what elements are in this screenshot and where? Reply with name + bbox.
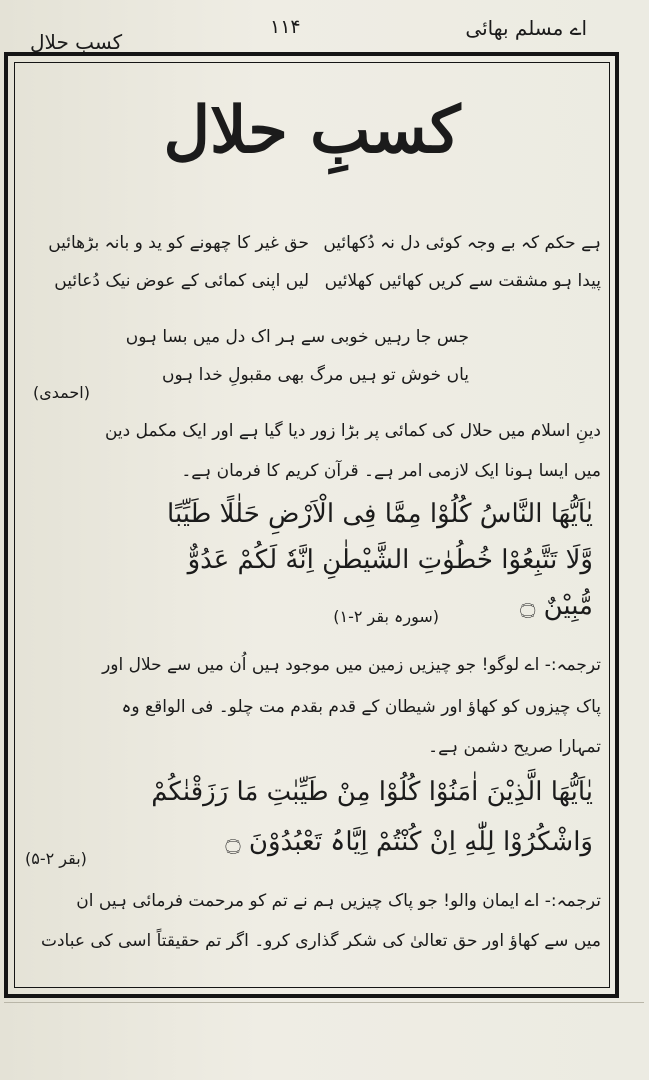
header-chapter-title: کسبِ حلال — [30, 30, 123, 54]
poem-line: یاں خوش تو ہیں مرگ بھی مقبولِ خدا ہوں — [161, 365, 469, 385]
verse-line: وَاشْکُرُوْا لِلّٰهِ اِنْ کُنْتُمْ اِیَّاہُ تَعْبُدُوْنَ ۝ — [225, 827, 593, 857]
page-number: ۱۱۴ — [270, 16, 301, 38]
poem-line: پیدا ہو مشقت سے کریں کھائیں کھلائیں — [324, 271, 601, 291]
verse-line: مُّبِیْنٌ ۝ — [520, 591, 593, 621]
paragraph-line: دینِ اسلام میں حلال کی کمائی پر بڑا زور دیا گیا ہے اور ایک مکمل دین — [104, 421, 601, 441]
header-book-title: اے مسلم بھائی — [465, 16, 587, 40]
poem-line: جس جا رہیں خوبی سے ہر اک دل میں بسا ہوں — [125, 327, 469, 347]
poem-line: لیں اپنی کمائی کے عوض نیک دُعائیں — [54, 271, 309, 291]
translation-line: پاک چیزوں کو کھاؤ اور شیطان کے قدم بقدم مت چلو۔ فی الواقع وہ — [121, 697, 601, 717]
poet-signature: (احمدی) — [33, 383, 90, 402]
paragraph-line: میں ایسا ہونا ایک لازمی امر ہے۔ قرآن کریم کا فرمان ہے۔ — [181, 461, 601, 481]
poem-line: حق غیر کا چھونے کو ید و بانہ بڑھائیں — [48, 233, 309, 253]
running-header — [0, 8, 649, 54]
poem-line: ہے حکم کہ بے وجہ کوئی دل نہ دُکھائیں — [323, 233, 601, 253]
translation-line: ترجمہ:- اے ایمان والو! جو پاک چیزیں ہم نے تم کو مرحمت فرمائی ہیں ان — [76, 891, 601, 911]
verse-line: یٰاَیُّھَا النَّاسُ کُلُوْا مِمَّا فِی الْاَرْضِ حَلٰلًا طَیِّبًا — [167, 499, 593, 529]
page-edge-rule — [4, 1002, 644, 1003]
verse-reference: (بقر ۲-۵) — [25, 849, 87, 868]
translation-line: تمہارا صریح دشمن ہے۔ — [428, 737, 601, 757]
page-title: کسبِ حلال — [163, 93, 461, 168]
translation-line: ترجمہ:- اے لوگو! جو چیزیں زمین میں موجود ہیں اُن میں سے حلال اور — [102, 655, 601, 675]
content-frame — [14, 62, 610, 988]
verse-reference: (سورہ بقر ۲-۱) — [333, 607, 439, 626]
verse-line: وَّلَا تَتَّبِعُوْا خُطُوٰتِ الشَّیْطٰنِ اِنَّهٗ لَکُمْ عَدُوٌّ — [187, 545, 593, 575]
translation-line: میں سے کھاؤ اور حق تعالیٰ کی شکر گذاری کرو۔ اگر تم حقیقتاً اسی کی عبادت — [40, 931, 601, 951]
verse-line: یٰاَیُّھَا الَّذِیْنَ اٰمَنُوْا کُلُوْا مِنْ طَیِّبٰتِ مَا رَزَقْنٰکُمْ — [151, 777, 593, 807]
